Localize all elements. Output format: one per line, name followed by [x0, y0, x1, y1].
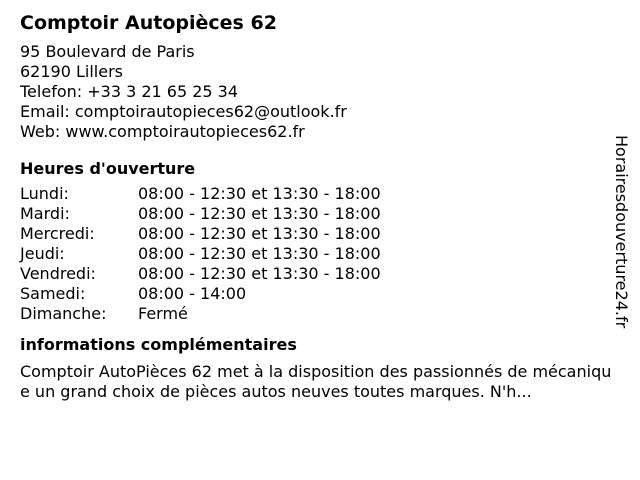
hours-table: [20, 184, 610, 324]
info-title: informations complémentaires: [20, 335, 297, 354]
info-text: Comptoir AutoPièces 62 met à la disposition des passionnés de mécanique un grand choix de pièces autos neuves toutes marques. N'h...: [20, 362, 612, 401]
hours-day: Mardi:: [20, 204, 70, 223]
business-card: [20, 10, 610, 402]
hours-title: Heures d'ouverture: [20, 159, 196, 178]
hours-day: Vendredi:: [20, 264, 96, 283]
hours-time: 08:00 - 12:30 et 13:30 - 18:00: [138, 224, 381, 243]
website: Web: www.comptoirautopieces62.fr: [20, 122, 305, 141]
hours-time: 08:00 - 14:00: [138, 284, 247, 303]
hours-row: [20, 284, 610, 304]
hours-row: [20, 244, 610, 264]
hours-day: Dimanche:: [20, 304, 107, 323]
hours-row: [20, 304, 610, 324]
address-line-2: 62190 Lillers: [20, 62, 123, 81]
hours-row: [20, 264, 610, 284]
email: Email: comptoirautopieces62@outlook.fr: [20, 102, 347, 121]
hours-time: 08:00 - 12:30 et 13:30 - 18:00: [138, 184, 381, 203]
hours-time: 08:00 - 12:30 et 13:30 - 18:00: [138, 204, 381, 223]
hours-row: [20, 224, 610, 244]
hours-day: Samedi:: [20, 284, 86, 303]
phone: Telefon: +33 3 21 65 25 34: [20, 82, 239, 101]
hours-time: Fermé: [138, 304, 188, 323]
hours-row: [20, 184, 610, 204]
hours-day: Jeudi:: [20, 244, 65, 263]
hours-time: 08:00 - 12:30 et 13:30 - 18:00: [138, 244, 381, 263]
hours-time: 08:00 - 12:30 et 13:30 - 18:00: [138, 264, 381, 283]
hours-day: Lundi:: [20, 184, 69, 203]
business-name: Comptoir Autopièces 62: [20, 12, 277, 34]
hours-day: Mercredi:: [20, 224, 95, 243]
hours-row: [20, 204, 610, 224]
address-line-1: 95 Boulevard de Paris: [20, 42, 195, 61]
watermark-text: Horairesdouverture24.fr: [612, 135, 631, 329]
